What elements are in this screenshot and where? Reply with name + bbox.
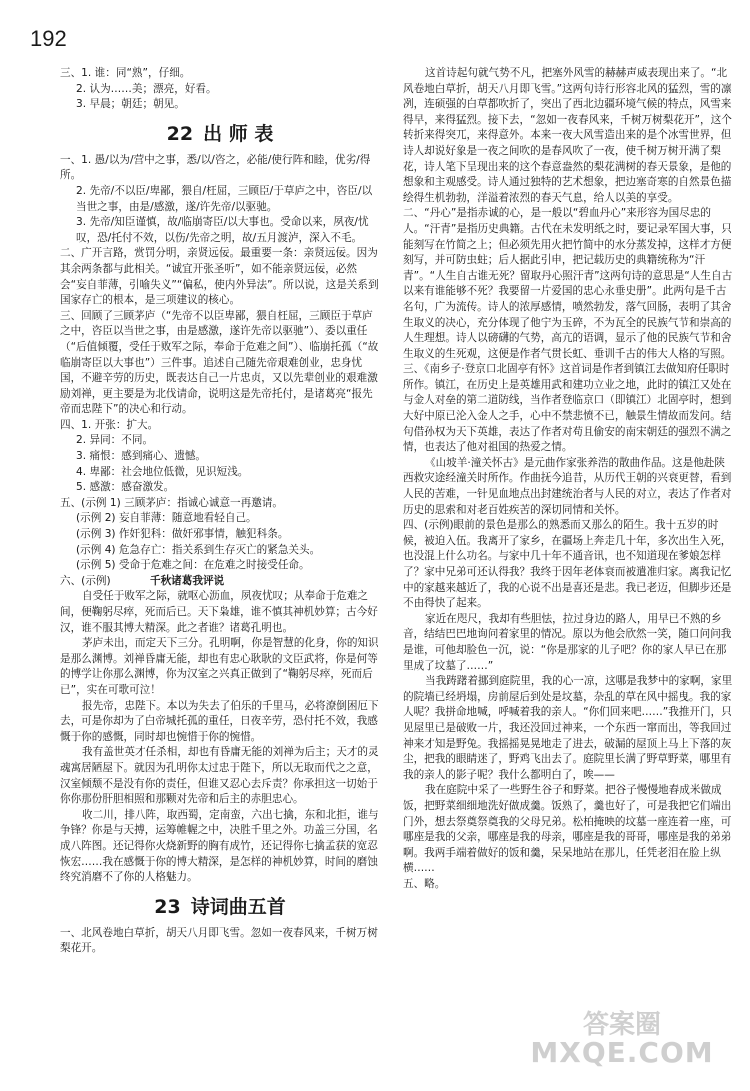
answer-paragraph: 《山坡羊·潼关怀古》是元曲作家张养浩的散曲作品。这是他赴陕西救灾途经潼关时所作。作曲抚今追昔，从历代王朝的兴衰更替，看到人民的苦难，一针见血地点出封建统治者与人民的对立，表达了作者对历史的思索和对老百姓疾苦的深切同情和关怀。 [403, 456, 732, 516]
answer-item: 二、广开言路，赏罚分明，亲贤远佞。最重要一条：亲贤远佞。因为其余两条都与此相关。“诚宜开张圣听”，如不能亲贤远佞，必然会“妄自菲薄，引喻失义”“偏私，使内外异法”。所以说，这是关系到国家存亡的根本，是三项建议的核心。 [60, 247, 379, 307]
watermark-line: MXQE.COM [530, 1036, 714, 1069]
section-22-title [60, 121, 380, 147]
answer-item: 2. 先帝/不以臣/卑鄙，猥自/枉屈，三顾臣/于草庐之中，咨臣/以当世之事，由是/感激，遂/许先帝/以驱驰。 [76, 184, 373, 213]
essay-title: 千秋诸葛我评说 [150, 574, 225, 587]
answer-item: (示例 5) 受命于危难之间：在危难之时接受任命。 [76, 559, 310, 572]
section-23-number: 23 [154, 895, 181, 918]
right-column [403, 66, 733, 892]
answer-item: 3. 先帝/知臣谨慎，故/临崩寄臣/以大事也。受命以来，夙夜/忧叹，恐/托付不效，以伤/先帝之明，故/五月渡泸，深入不毛。 [76, 216, 369, 244]
essay-paragraph: 报先帝，忠陛下。本以为失去了伯乐的千里马，必将潦倒困厄下去，可是你却为了白帝城托孤的重任，日夜辛劳，恐付托不效，我感慨于你的感慨，同时却也惋惜于你的惋惜。 [60, 699, 379, 743]
answer-item: 三、回顾了三顾茅庐（“先帝不以臣卑鄙，猥自枉屈，三顾臣于草庐之中，咨臣以当世之事，由是感激，遂许先帝以驱驰”）、委以重任（“后值倾覆，受任于败军之际，奉命于危难之间”）、临崩托孤（“故临崩寄臣以大事也”）三件事。追述自己随先帝艰难创业，忠身忧国，不避辛劳的历史，既表达自己一片忠贞，又以先辈创业的艰难激励刘禅，更主要是为北伐请命，说明这是先帝托付，是诸葛亮“报先帝而忠陛下”的决心和行动。 [60, 309, 379, 416]
answer-item: 五、(示例 1) 三顾茅庐：指诚心诚意一再邀请。 [60, 496, 284, 509]
section-23-name: 诗词曲五首 [190, 895, 286, 918]
answer-item: 5. 感激：感奋激发。 [76, 481, 175, 494]
answer-item: (示例 3) 作奸犯科：做奸邪事情，触犯科条。 [76, 528, 289, 541]
answer-paragraph: 这首诗起句就气势不凡，把塞外风雪的赫赫声威表现出来了。“北风卷地白草折，胡天八月即飞雪。”这两句诗行形容北风的猛烈，雪的凛冽，连硕强的白草都吹折了，突出了西北边疆环境气候的特点，风雪来得早，来得猛烈。接下去，“忽如一夜春风来，千树万树梨花开”，这个转折来得突兀，来得意外。本来一夜大风雪造出来的是个冰雪世界，但诗人却说好象是一夜之间吹的是春风吹了一夜，使千树万树开满了梨花，诗人笔下呈现出来的这个春意盎然的梨花满树的春天景象，是他的想象和主观感受。诗人通过独特的艺术想象，把边塞奇寒的自然景色描绘得生机勃勃，洋溢着浓烈的春天气息，给人以美的享受。 [403, 67, 732, 204]
answer-paragraph: 五、略。 [403, 877, 446, 890]
answer-item: 2. 异同：不同。 [76, 434, 154, 447]
essay-paragraph: 收二川，排八阵，取西蜀，定南蛮，六出七擒，东和北拒，谁与争锋？你是与天搏，运筹帷幄之中，决胜千里之外。功盖三分国，名成八阵图。还记得你火烧新野的胸有成竹，还记得你七擒孟获的宽忍恢宏……我在感慨于你的博大精深，是怎样的神机妙算，时间的磨蚀终究消磨不了你的人格魅力。 [60, 808, 379, 884]
prev-item: 三、1. 谁：同“熟”，仔细。 [60, 67, 191, 79]
prev-item: 2. 认为……美；漂亮，好看。 [76, 82, 217, 95]
answer-paragraph: 家近在咫尺，我却有些胆怯，拉过身边的路人，用早已不熟的乡音，结结巴巴地询问着家里的情况。原以为他会欣然一笑，随口问问我是谁，可他却脸色一沉，说：“你是那家的儿子吧？你的家人早已在那里成了坟墓了……” [403, 612, 732, 672]
prev-item: 3. 早晨；朝廷；朝见。 [76, 98, 185, 111]
answer-paragraph: 当我踌躇着挪到庭院里，我的心一凉，这哪是我梦中的家啊，家里的院墙已经坍塌，房前屋后到处是坟墓，杂乱的草在风中摇曳。我的家人呢？我拼命地喊，呼喊着我的亲人。“你们回来吧……”我推开门，只见屋里已是破败一片，我还没回过神来，一个东西一窜而出，等我回过神来才知是野兔。我摇摇晃晃地走了进去，破漏的屋顶上马上下落的灰尘，把我的眼睛迷了，野鸡飞出去了。庭院里长满了野草野菜，哪里有我的亲人的影子呢？我什么都明白了，唉—— [403, 675, 733, 781]
answer-item: 4. 卑鄙：社会地位低微，见识短浅。 [76, 465, 249, 478]
answer-item: (示例 4) 危急存亡：指关系到生存灭亡的紧急关头。 [76, 543, 321, 556]
answer-paragraph: 二、“丹心”是指赤诚的心，是一般以“碧血丹心”来形容为国尽忠的人。“汗青”是指历史典籍。古代在未发明纸之时，要记录军国大事，只能刻写在竹简之上；但必须先用火把竹简中的水分蒸发掉，这样才方便刻写，并可防虫蛀；后人据此引申，把记载历史的典籍统称为“汗青”。“人生自古谁无死？留取丹心照汗青”这两句诗的意思是“人生自古以来有谁能够不死？我要留一片爱国的忠心永垂史册”。此两句是千古名句，广为流传。诗人的浓厚感情，喷然勃发，落气回肠，表明了其舍生取义的决心，充分体现了他宁为玉碎，不为瓦全的民族气节和崇高的人生理想。诗人以磅礴的气势，高亢的语调，显示了他的民族气节和舍生取义的生死观，这便是作者气贯长虹、垂训千古的伟大人格的写照。 [403, 207, 733, 360]
section-23-title [60, 894, 380, 920]
answer-paragraph: 我在庭院中采了一些野生谷子和野菜。把谷子慢慢地舂成米做成饭，把野菜细细地洗好做成羹。饭熟了，羹也好了，可是我把它们端出门外，想去祭奠祭奠我的父母兄弟。松柏掩映的坟墓一座连着一座，可哪座是我的父亲，哪座是我的母亲，哪座是我的哥哥，哪座是我的弟弟啊。我两手端着做好的饭和羹，呆呆地站在那儿，任凭老泪在脸上纵横…… [403, 784, 732, 875]
answer-item: 3. 痛恨：感到痛心、遗憾。 [76, 450, 207, 463]
essay-label: 六、(示例) [60, 574, 111, 587]
page-number: 192 [30, 26, 67, 51]
answer-item: 一、北风卷地白草折，胡天八月即飞雪。忽如一夜春风来，千树万树梨花开。 [60, 926, 378, 955]
section-22-number: 22 [166, 122, 194, 145]
answer-item: 一、1. 愚/以为/营中之事，悉/以/咨之，必能/使行阵和睦，优劣/得所。 [60, 153, 371, 182]
watermark-line: 答案圈 [582, 1010, 661, 1040]
essay-paragraph: 自受任于败军之际，就呕心沥血，夙夜忧叹；从奉命于危难之间，便鞠躬尽瘁，死而后已。天下枭雄，谁不慎其神机妙算；古今好汉，谁不服其博大精深。此之者谁？诸葛孔明也。 [60, 590, 378, 634]
answer-item: (示例 2) 妄自菲薄：随意地看轻自己。 [76, 512, 257, 525]
site-watermark [512, 1011, 732, 1081]
answer-item: 四、1. 开张：扩大。 [60, 418, 159, 431]
essay-paragraph: 茅庐未出，而定天下三分。孔明啊，你是智慧的化身，你的知识是那么渊博。刘禅昏庸无能，却也有忠心耿耿的文臣武将，你是何等的博学让你那么渊博，你为汉室之兴真正做到了“鞠躬尽瘁，死而后已”，实在可歌可泣！ [60, 637, 379, 696]
answer-paragraph: 四、(示例)眼前的景色是那么的熟悉而又那么的陌生。我十五岁的时候，被迫入伍。我离开了家乡，在疆场上奔走几十年，多次出生入死，也没混上什么功名。与家中几十年不通音讯，也不知道现在爹娘怎样了？家中兄弟可还认得我？我终于因年老体衰而被遣准归家。离我记忆中的家越来越近了，我的心说不出是喜还是悲。我已老迈，但脚步还是不由得快了起来。 [403, 519, 732, 610]
answer-paragraph: 三、《南乡子·登京口北固亭有怀》这首词是作者到镇江去做知府任职时所作。镇江，在历史上是英雄用武和建功立业之地，此时的镇江又处在与金人对垒的第二道防线，当作者登临京口（即镇江）北固亭时，想到大好中原已沦入金人之手，心中不禁悲愤不已，触景生情故而发问。结句借孙权为天下英雄，表达了作者对苟且偷安的南宋朝廷的强烈不满之情，也表达了他对祖国的热爱之情。 [403, 363, 732, 454]
left-column [60, 66, 380, 957]
essay-header [60, 574, 380, 590]
section-22-name: 出 师 表 [203, 122, 274, 145]
essay-paragraph: 我有盖世英才任杀相，却也有昏庸无能的刘禅为后主；天才的灵魂寓居陋屋下。就因为孔明你太过忠于陛下，所以无取而代之之意，汉室倾颓不是没有你的责任，但谁又忍心去斥责？你承担这一切始于你你那份肝胆相照和那颗对先帝和后主的赤胆忠心。 [60, 746, 379, 806]
